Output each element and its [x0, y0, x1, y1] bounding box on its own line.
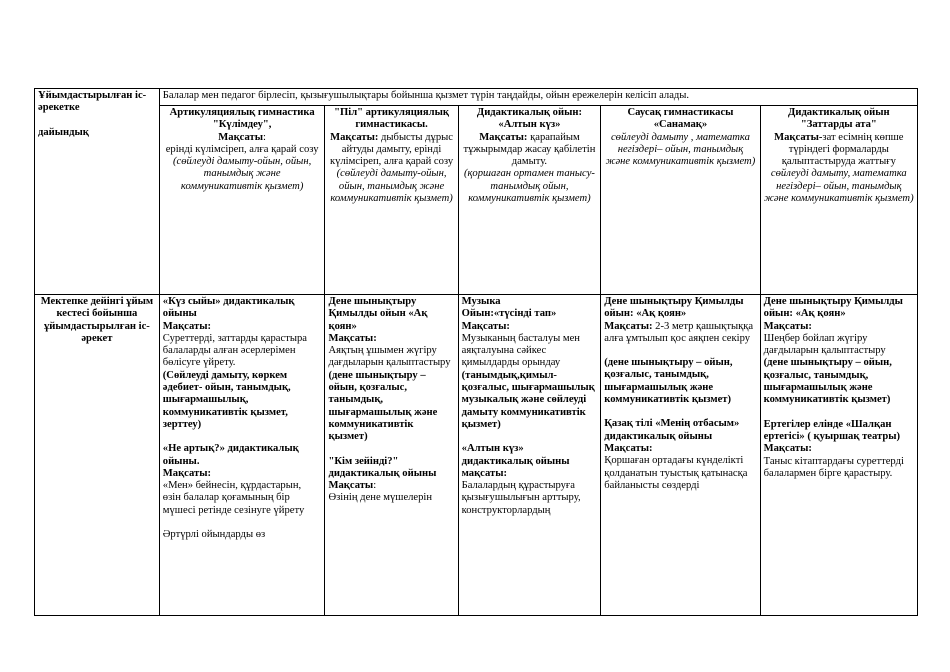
activity-goal-label: Мақсаты	[218, 131, 264, 143]
schedule-goal-label: Мақсаты:	[461, 320, 510, 332]
schedule-title: Дене шынықтыру Қимылды ойын «Ақ қоян»	[328, 296, 428, 332]
schedule-body: Музыканың басталуы мен аяқталуына сәйкес қимылдарды орындау	[461, 332, 580, 369]
table-row	[35, 295, 918, 616]
schedule-title: Ертегілер елінде «Шалқан ертегісі» ( қуыршақ театры)	[763, 418, 901, 442]
row-header-label: Ұйымдастырылған іс-әрекетке	[38, 90, 147, 114]
goal-colon: :	[373, 480, 377, 492]
schedule-title: Дене шынықтыру Қимылды ойын: «Ақ қоян»	[763, 296, 903, 320]
schedule-cell-1	[159, 295, 325, 616]
activity-cell-1	[159, 106, 325, 295]
lesson-plan-page	[34, 88, 918, 634]
schedule-goal-label: мақсаты:	[461, 467, 508, 479]
schedule-note: (танымдық,қимыл-қозғалыс, шығармашылық музыкалық және сөйлеуді дамыту коммуникативтік қызмет)	[461, 369, 595, 430]
schedule-goal-label: Мақсаты:	[604, 442, 653, 454]
schedule-body: Өзінің дене мүшелерін	[328, 492, 433, 504]
activity-title: "Піл" артикуляциялық гимнастикасы.	[334, 107, 449, 131]
lesson-plan-table	[34, 88, 918, 616]
activity-cell-3	[458, 106, 601, 295]
schedule-goal-label: Мақсаты:	[604, 320, 653, 332]
schedule-label: Мектепке дейінгі ұйым кестесі бойынша ұйымдастырылған іс-әрекет	[40, 296, 154, 344]
schedule-note: (дене шынықтыру – ойын, қозғалыс, танымдық, шығармашылық және коммуникативтік қызмет)	[763, 357, 892, 406]
activity-title: Саусақ гимнастикасы «Санамақ»	[627, 107, 734, 131]
activity-goal-text: зат есімнің көпше түріндегі формаларды қалыптастыруда жаттығу	[781, 131, 904, 168]
schedule-goal-label: Мақсаты:	[162, 467, 212, 479]
schedule-game: Ойын:«түсінді тап»	[461, 308, 557, 320]
schedule-body: Шеңбер бойлап жүгіру дағдыларын қалыптастыру	[763, 332, 886, 357]
table-row	[35, 89, 918, 106]
schedule-goal-label: Мақсаты:	[162, 320, 212, 332]
activity-note: сөйлеуді дамыту, математка негіздері– ойын, танымдық және коммуникативтік қызмет)	[764, 168, 914, 205]
schedule-cell-4	[601, 295, 760, 616]
schedule-note: (Сөйлеуді дамыту, көркем әдебиет- ойын, танымдық, шығармашылық, коммуникативтік қызмет, зерттеу)	[162, 369, 291, 430]
schedule-body: Қоршаған ортадағы күнделікті қолданатын туыстық қатынасқа байланысты сөздерді	[604, 455, 748, 491]
activity-title: Дидактикалық ойын: «Алтын күз»	[476, 107, 582, 131]
activity-cell-2	[325, 106, 458, 295]
activity-note: (қоршаған ортамен танысу-танымдық ойын, коммуникативтік қызмет)	[463, 168, 595, 205]
schedule-title: «Не артық?» дидактикалық ойыны.	[162, 443, 299, 467]
activity-goal-text: қарапайым тұжырымдар жасау қабілетін дамыту.	[463, 131, 596, 168]
goal-colon: :	[263, 131, 266, 143]
activity-cell-4	[601, 106, 760, 295]
schedule-cell-3	[458, 295, 601, 616]
row-header-schedule	[35, 295, 160, 616]
activity-note: (сөйлеуді дамыту-ойын, ойын, танымдық және коммуникативтік қызмет)	[330, 168, 453, 205]
activity-goal-label: Мақсаты:	[479, 131, 528, 143]
schedule-goal-label: Мақсаты:	[763, 443, 812, 455]
row-header-preparation	[35, 89, 160, 295]
schedule-body: Балалардың құрастыруға қызығушылығын арттыру, конструкторлардың	[461, 480, 581, 516]
activity-goal-label: Мақсаты-	[774, 131, 823, 143]
schedule-title: «Күз сыйы» дидактикалық ойыны	[162, 296, 295, 320]
activity-title: Артикуляциялық гимнастика "Күлімдеу",	[169, 107, 315, 131]
schedule-title: Музыка	[461, 296, 501, 307]
schedule-body: Әртүрлі ойындарды өз	[162, 529, 266, 541]
schedule-goal-label: Мақсаты:	[763, 320, 812, 332]
schedule-body: «Мен» бейнесін, құрдастарын, өзін балалар қоғамының бір мүшесі ретінде сезінуге үйрету	[162, 480, 305, 516]
schedule-note: (дене шынықтыру – ойын, қозғалыс, танымдық, шығармашылық және коммуникативтік қызмет)	[604, 357, 733, 406]
table-row	[35, 106, 918, 295]
schedule-body: 2-3 метр қашықтыққа алға ұмтылып қос аяқпен секіру	[604, 320, 754, 344]
schedule-title: «Алтын күз» дидактикалық ойыны	[461, 443, 570, 467]
row-header-sublabel: дайындық	[38, 126, 89, 138]
schedule-title: Дене шынықтыру Қимылды ойын: «Ақ қоян»	[604, 296, 744, 320]
schedule-note: (дене шынықтыру – ойын, қозғалыс, танымдық, шығармашылық және коммуникативтік қызмет)	[328, 369, 438, 443]
activity-note: (сөйлеуді дамыту-ойын, ойын, танымдық және коммуникативтік қызмет)	[173, 156, 312, 192]
activity-note: сөйлеуді дамыту , математка негіздері– ойын, танымдық және коммуникативтік қызмет)	[605, 131, 756, 168]
schedule-title: "Кім зейінді?" дидактикалық ойыны	[328, 455, 437, 479]
activity-goal-label: Мақсаты:	[330, 131, 379, 143]
schedule-goal-label: Мақсаты	[328, 480, 374, 492]
activity-goal-text: дыбысты дұрыс айтуды дамыту, ерінді күлімсіреп, алға қарай созу	[329, 131, 454, 168]
schedule-goal-label: Мақсаты:	[328, 332, 377, 344]
schedule-cell-2	[325, 295, 458, 616]
intro-text: Балалар мен педагог бірлесіп, қызығушылықтары бойынша қызмет түрін таңдайды, ойын ережелерін келісіп алады.	[162, 90, 690, 101]
activity-title: Дидактикалық ойын "Заттарды ата"	[788, 107, 890, 131]
schedule-title: Қазақ тілі «Менің отбасым» дидактикалық ойыны	[604, 418, 740, 442]
schedule-cell-5	[760, 295, 917, 616]
activity-cell-5	[760, 106, 917, 295]
schedule-body: Аяқтың ұшымен жүгіру дағдыларын қалыптастыру	[328, 345, 451, 369]
schedule-body: Суреттерді, заттарды қарастыра балаларды алған әсерлерімен бөлісуге үйрету.	[162, 332, 307, 369]
intro-cell	[159, 89, 917, 106]
activity-goal-text: ерінді күлімсіреп, алға қарай созу	[165, 143, 319, 155]
schedule-body: Таныс кітаптардағы суреттерді балалармен бірге қарастыру.	[763, 455, 904, 479]
